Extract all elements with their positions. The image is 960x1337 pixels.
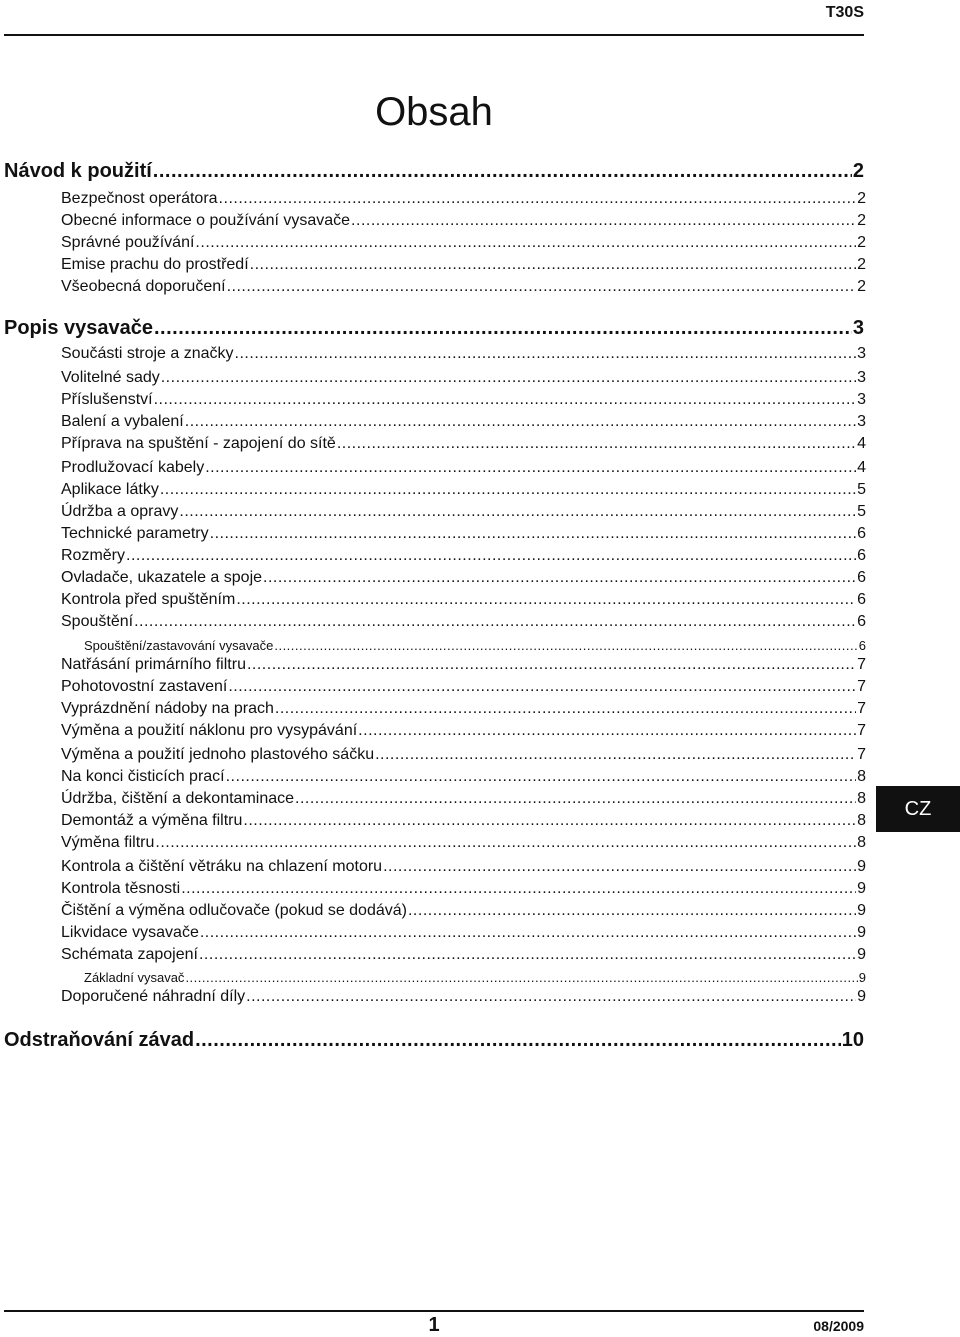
toc-entry-label: Obecné informace o používání vysavače: [61, 212, 351, 229]
toc-entry[interactable]: [61, 413, 866, 431]
toc-entry[interactable]: [84, 970, 866, 985]
toc-entry-label: Doporučené náhradní díly: [61, 988, 246, 1005]
toc-entry-page: 2: [852, 160, 864, 182]
toc-entry-page: 2: [857, 234, 866, 251]
toc-entry-label: Výměna a použití jednoho plastového sáčku: [61, 746, 375, 763]
toc-entry[interactable]: [84, 638, 866, 653]
toc-entry-page: 2: [857, 256, 866, 273]
toc-entry[interactable]: [61, 503, 866, 521]
toc-entry-page: 6: [857, 613, 866, 630]
toc-entry-page: 6: [857, 591, 866, 608]
toc-entry-label: Aplikace látky: [61, 481, 159, 498]
dot-leader: [179, 503, 856, 521]
toc-entry[interactable]: [61, 858, 866, 876]
dot-leader: [247, 656, 856, 674]
toc-entry-label: Příslušenství: [61, 391, 153, 408]
toc-entry[interactable]: [61, 369, 866, 387]
toc-entry-page: 5: [857, 503, 866, 520]
toc-entry-page: 9: [857, 988, 866, 1005]
toc-entry[interactable]: [61, 547, 866, 565]
toc-entry-label: Na konci čisticích prací: [61, 768, 225, 785]
toc-entry-label: Správné používání: [61, 234, 195, 251]
dot-leader: [134, 613, 856, 631]
toc-entry-label: Natřásání primárního filtru: [61, 656, 246, 673]
dot-leader: [351, 212, 856, 230]
toc-entry-page: 7: [857, 722, 866, 739]
dot-leader: [358, 722, 856, 740]
toc-entry[interactable]: [61, 525, 866, 543]
dot-leader: [195, 1029, 841, 1052]
toc-entry-label: Údržba, čištění a dekontaminace: [61, 790, 295, 807]
toc-entry-label: Volitelné sady: [61, 369, 160, 386]
dot-leader: [337, 435, 856, 453]
toc-entry-page: 2: [857, 190, 866, 207]
toc-entry-label: Demontáž a výměna filtru: [61, 812, 243, 829]
toc-entry-label: Kontrola před spuštěním: [61, 591, 236, 608]
toc-entry[interactable]: [61, 256, 866, 274]
toc-entry[interactable]: [61, 435, 866, 453]
toc-entry[interactable]: [61, 278, 866, 296]
dot-leader: [126, 547, 856, 565]
toc-entry[interactable]: [61, 212, 866, 230]
dot-leader: [205, 459, 856, 477]
toc-entry-page: 8: [857, 834, 866, 851]
toc-entry-page: 8: [857, 768, 866, 785]
dot-leader: [226, 768, 856, 786]
toc-entry-page: 3: [857, 413, 866, 430]
toc-entry-label: Popis vysavače: [4, 317, 153, 339]
dot-leader: [243, 812, 856, 830]
toc-entry-page: 9: [857, 924, 866, 941]
toc-entry[interactable]: [61, 700, 866, 718]
dot-leader: [228, 678, 856, 696]
toc-entry[interactable]: [4, 1029, 864, 1052]
dot-leader: [295, 790, 856, 808]
dot-leader: [210, 525, 856, 543]
toc-entry-label: Součásti stroje a značky: [61, 345, 234, 362]
page-title: Obsah: [375, 90, 493, 134]
dot-leader: [199, 946, 856, 964]
toc-entry-label: Pohotovostní zastavení: [61, 678, 228, 695]
toc-entry[interactable]: [61, 746, 866, 764]
toc-entry-page: 9: [857, 880, 866, 897]
toc-entry-label: Bezpečnost operátora: [61, 190, 218, 207]
toc-entry-label: Schémata zapojení: [61, 946, 198, 963]
toc-entry[interactable]: [61, 902, 866, 920]
toc-entry-page: 7: [857, 678, 866, 695]
toc-entry[interactable]: [61, 880, 866, 898]
toc-entry-page: 7: [857, 700, 866, 717]
toc-entry[interactable]: [61, 345, 866, 363]
dot-leader: [155, 834, 856, 852]
toc-entry-page: 10: [841, 1029, 864, 1051]
toc-entry[interactable]: [61, 391, 866, 409]
toc-entry-label: Návod k použití: [4, 160, 152, 182]
page-number: 1: [428, 1314, 440, 1336]
dot-leader: [246, 988, 856, 1006]
dot-leader: [200, 924, 856, 942]
dot-leader: [161, 369, 856, 387]
toc-entry[interactable]: [61, 613, 866, 631]
dot-leader: [154, 391, 857, 409]
toc-entry-page: 8: [857, 812, 866, 829]
toc-entry[interactable]: [61, 812, 866, 830]
dot-leader: [153, 160, 852, 183]
toc-entry-label: Výměna a použití náklonu pro vysypávání: [61, 722, 358, 739]
toc-entry-page: 6: [857, 547, 866, 564]
model-label: T30S: [825, 4, 864, 21]
toc-entry-label: Spouštění/zastavování vysavače: [84, 638, 274, 653]
dot-leader: [250, 256, 856, 274]
language-tab-label: CZ: [904, 797, 932, 820]
dot-leader: [408, 902, 856, 920]
toc-entry-label: Všeobecná doporučení: [61, 278, 226, 295]
toc-entry-label: Technické parametry: [61, 525, 209, 542]
toc-entry-page: 2: [857, 278, 866, 295]
toc-entry[interactable]: [61, 481, 866, 499]
toc-entry-label: Výměna filtru: [61, 834, 155, 851]
toc-entry-label: Spouštění: [61, 613, 134, 630]
toc-entry[interactable]: [61, 234, 866, 252]
toc-entry-page: 8: [857, 790, 866, 807]
toc-entry[interactable]: [61, 569, 866, 587]
toc-entry-label: Balení a vybalení: [61, 413, 184, 430]
toc-entry[interactable]: [61, 459, 866, 477]
toc-entry[interactable]: [4, 317, 864, 340]
dot-leader: [185, 970, 857, 985]
toc-entry[interactable]: [61, 790, 866, 808]
toc-entry-label: Údržba a opravy: [61, 503, 179, 520]
dot-leader: [154, 317, 852, 340]
dot-leader: [160, 481, 856, 499]
dot-leader: [236, 591, 856, 609]
toc-entry-label: Základní vysavač: [84, 970, 185, 985]
toc-entry-label: Čištění a výměna odlučovače (pokud se dodává): [61, 902, 407, 919]
toc-entry-page: 6: [857, 525, 866, 542]
toc-entry[interactable]: [61, 678, 866, 696]
toc-entry[interactable]: [61, 924, 866, 942]
toc-entry-label: Kontrola a čištění větráku na chlazení motoru: [61, 858, 383, 875]
toc-entry-page: 4: [857, 459, 866, 476]
toc-entry-label: Kontrola těsnosti: [61, 880, 181, 897]
toc-entry-page: 7: [857, 656, 866, 673]
toc-entry-page: 3: [857, 391, 866, 408]
toc-entry-page: 4: [857, 435, 866, 452]
toc-entry[interactable]: [61, 768, 866, 786]
toc-entry-page: 9: [858, 970, 866, 985]
toc-entry[interactable]: [61, 988, 866, 1006]
toc-entry-page: 9: [857, 946, 866, 963]
toc-entry-label: Vyprázdnění nádoby na prach: [61, 700, 274, 717]
toc-entry[interactable]: [61, 946, 866, 964]
dot-leader: [274, 638, 857, 653]
dot-leader: [263, 569, 856, 587]
toc-entry[interactable]: [61, 591, 866, 609]
toc-entry-label: Odstraňování závad: [4, 1029, 195, 1051]
toc-entry-page: 6: [857, 569, 866, 586]
toc-entry[interactable]: [61, 190, 866, 208]
bottom-rule: [4, 1310, 864, 1312]
toc-entry-label: Rozměry: [61, 547, 126, 564]
toc-entry-page: 7: [857, 746, 866, 763]
dot-leader: [219, 190, 857, 208]
dot-leader: [181, 880, 856, 898]
toc-entry-page: 9: [857, 902, 866, 919]
toc-entry-page: 9: [857, 858, 866, 875]
dot-leader: [235, 345, 857, 363]
toc-entry-page: 3: [852, 317, 864, 339]
toc-entry-label: Prodlužovací kabely: [61, 459, 205, 476]
dot-leader: [375, 746, 856, 764]
toc-entry-page: 3: [857, 369, 866, 386]
toc-entry-label: Příprava na spuštění - zapojení do sítě: [61, 435, 336, 452]
toc-entry[interactable]: [4, 160, 864, 183]
toc-entry[interactable]: [61, 834, 866, 852]
toc-entry-page: 2: [857, 212, 866, 229]
toc-entry-page: 5: [857, 481, 866, 498]
language-tab: [876, 786, 960, 832]
toc-entry[interactable]: [61, 656, 866, 674]
dot-leader: [185, 413, 856, 431]
dot-leader: [383, 858, 856, 876]
toc-entry-label: Likvidace vysavače: [61, 924, 199, 941]
toc-entry-page: 3: [857, 345, 866, 362]
edition-date: 08/2009: [813, 1318, 864, 1334]
toc-entry[interactable]: [61, 722, 866, 740]
toc-entry-page: 6: [858, 638, 866, 653]
dot-leader: [195, 234, 856, 252]
toc-entry-label: Ovladače, ukazatele a spoje: [61, 569, 263, 586]
dot-leader: [275, 700, 856, 718]
dot-leader: [227, 278, 857, 296]
toc-entry-label: Emise prachu do prostředí: [61, 256, 249, 273]
